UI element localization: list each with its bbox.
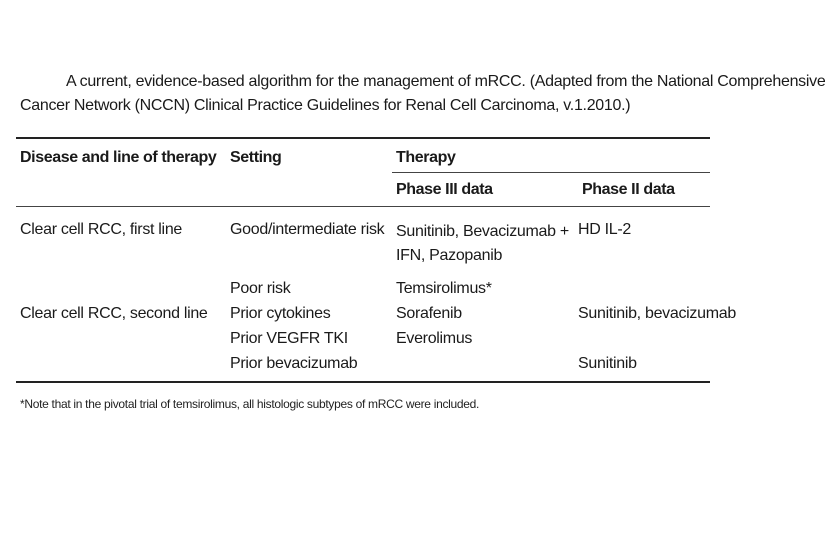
row2-setting-2: Prior cytokines [230,305,331,322]
row2-phase2-2: Sunitinib [578,355,637,372]
row2-phase3-2: Sorafenib [396,305,462,322]
row2-disease: Clear cell RCC, second line [20,305,208,322]
header-setting: Setting [230,149,282,166]
header-therapy: Therapy [396,149,456,166]
row2-setting-4: Prior bevacizumab [230,355,358,372]
table-bottom-rule [16,381,710,383]
row2-setting-1: Poor risk [230,280,291,297]
therapy-sub-rule [392,172,710,173]
row1-disease: Clear cell RCC, first line [20,221,183,238]
caption-line-2: Cancer Network (NCCN) Clinical Practice Guidelines for Renal Cell Carcinoma, v.1.2010.) [20,97,631,114]
header-phase2: Phase II data [582,181,675,198]
table-top-rule [16,137,710,139]
table-footnote: *Note that in the pivotal trial of temsirolimus, all histologic subtypes of mRCC were included. [20,397,480,411]
table-caption [20,70,825,118]
row1-setting: Good/intermediate risk [230,221,385,238]
caption-line-1: A current, evidence-based algorithm for the management of mRCC. (Adapted from the National Comprehensive [66,73,825,90]
row1-phase3-line2: IFN, Pazopanib [396,247,503,264]
row1-phase2: HD IL-2 [578,221,632,238]
header-disease: Disease and line of therapy [20,149,217,166]
header-bottom-rule [16,206,710,207]
row2-phase2-1: Sunitinib, bevacizumab [578,305,736,322]
row2-phase3-1: Temsirolimus* [396,280,492,297]
header-phase3: Phase III data [396,181,493,198]
row1-phase3-line1: Sunitinib, Bevacizumab + [396,223,569,240]
row2-phase3-3: Everolimus [396,330,473,347]
row2-setting-3: Prior VEGFR TKI [230,330,348,347]
